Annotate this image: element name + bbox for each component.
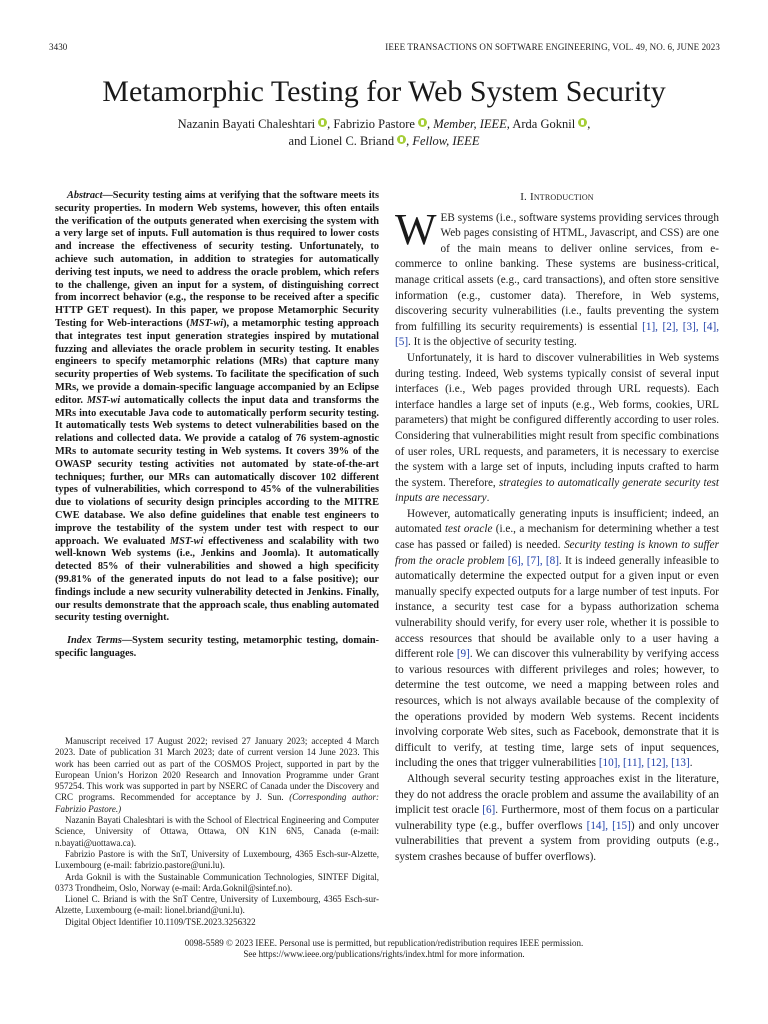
- author-comma: ,: [406, 134, 410, 148]
- footnote-affiliation: Lionel C. Briand is with the SnT Centre, University of Luxembourg, 4365 Esch-sur-Alzette, Luxembourg (e-mail: lionel.briand@uni.lu).: [55, 894, 379, 916]
- author-comma: ,: [426, 117, 431, 131]
- citation-link[interactable]: [6]: [482, 804, 496, 817]
- intro-paragraph: Although several security testing approaches exist in the literature, they do not address the oracle problem and assume the availability of an implicit test oracle [6]. Furthermore, most of them focus on a particular vulnerability type (e.g., buffer overflows [14], [15]) and only uncover vulnerabilities that prevent a system from providing outputs (e.g., system crashes because of buffer overflows).: [395, 772, 719, 863]
- intro-paragraph: Unfortunately, it is hard to discover vulnerabilities in Web systems during testing. Indeed, Web systems typically consist of several input interfaces (i.e., Web pages provided through URL requests). Each interface handles a large set of inputs (e.g., Web forms, cookies, URL parameters) that might be configured differently according to user roles. Considering that vulnerabilities might result from specific combinations of user roles, URL requests, and parameters, it is necessary to exercise the system with a large set of inputs, including inputs crafted to harm the system. Therefore, strategies to automatically generate security test inputs are necessary.: [395, 351, 719, 505]
- index-terms-label: Index Terms: [67, 635, 122, 647]
- abstract-text: Security testing aims at verifying that the software meets its security properties. In modern Web systems, however, this often entails the verification of the outputs generated when exercising the system with a very large set of inputs. Full automation is thus required to lower costs and increase the effectiveness of security testing. Unfortunately, to achieve such automation, in addition to strategies for automatically deriving test inputs, we need to address the oracle problem, which refers to the challenge, given an input for a system, of distinguishing correct from incorrect behavior (e.g., the response to be received after a specific HTTP GET request). In this paper, we propose Metamorphic Security Testing for Web-interactions (: [55, 190, 379, 329]
- author-list: [0, 116, 768, 150]
- abstract: [55, 190, 379, 625]
- section-heading: I. Introduction: [520, 191, 594, 203]
- author-membership: Fellow, IEEE: [412, 134, 480, 148]
- index-terms: [55, 635, 379, 661]
- abstract-text: ), a metamorphic testing approach that integrates test input generation strategies inspired by mutational fuzzing and alleviates the oracle problem in security testing. It enables engineers to specify metamorphic relations (MRs) that capture many security properties of Web systems. To facilitate the specification of such MRs, we provide a domain-specific language accompanied by an Eclipse editor.: [55, 317, 380, 406]
- copyright-notice: [0, 938, 768, 960]
- orcid-icon[interactable]: [418, 118, 427, 127]
- abstract-text: effectiveness and scalability with two well-known Web systems (i.e., Jenkins and Joomla). It automatically detected 85% of their vulnerabilities and showed a high specificity (99.81% of the generated inputs do not lead to a false positive); our findings include a new security vulnerability detected in Jenkins. Finally, our results demonstrate that the approach scale, thus enabling automated security testing overnight.: [55, 535, 379, 624]
- author-line-2: [0, 133, 768, 150]
- tool-name: MST-wi: [86, 394, 121, 406]
- page-number: 3430: [49, 42, 68, 52]
- abstract-text: automatically collects the input data and transforms the MRs into executable Java code to automatically perform security testing. It automatically tests Web systems to detect vulnerabilities based on the relations and collected data. We provide a catalog of 76 system-agnostic MRs to automate security testing in Web systems. It covers 39% of the OWASP security testing activities not automated by state-of-the-art techniques; further, our MRs can automatically discover 102 different types of vulnerabilities, which correspond to 45% of the vulnerabilities due to violations of security design principles according to the MITRE CWE database. We also define guidelines that enable test engineers to improve the testability of the system under test with respect to our approach. We evaluated: [55, 394, 379, 547]
- footnotes: [55, 736, 379, 928]
- drop-cap: W: [395, 204, 437, 254]
- journal-header: IEEE TRANSACTIONS ON SOFTWARE ENGINEERING, VOL. 49, NO. 6, JUNE 2023: [385, 42, 720, 52]
- left-column: [55, 190, 379, 661]
- abstract-label: Abstract: [67, 190, 103, 201]
- index-terms-text: System security testing, metamorphic testing, domain-specific languages.: [55, 635, 379, 659]
- orcid-icon[interactable]: [318, 118, 327, 127]
- author-comma: ,: [587, 117, 591, 131]
- intro-paragraph: However, automatically generating inputs is insufficient; indeed, an automated test oracle (i.e., a mechanism for determining whether a test case has passed or failed) is needed. Security testing is known to suffer from the oracle problem [6], [7], [8]. It is indeed generally infeasible to automatically determine the expected output for a given input or even manually specify expected outputs for a large number of test inputs. For instance, a security test case for a bypass authorization schema vulnerability should verify, for every user role, whether it is possible to access resources that should be available only to a user having a different role [9]. We can discover this vulnerability by verifying access to various resources with different privileges and roles; however, to determine the test outcome, we need a mapping between roles and resources, which is not always available because of the complexity of the operations provided by modern Web systems. Recent incidents involving corporate Web sites, such as Facebook, demonstrate that it is difficult to verify, at testing time, large sets of input sequences, including the ones that trigger vulnerabilities [10], [11], [12], [13].: [395, 507, 720, 770]
- author-name: , Arda Goknil: [506, 117, 576, 131]
- footnote-affiliation: Fabrizio Pastore is with the SnT, University of Luxembourg, 4365 Esch-sur-Alzette, Luxembourg (e-mail: fabrizio.pastore@uni.lu).: [55, 848, 379, 871]
- footnote-affiliation: Arda Goknil is with the Sustainable Communication Technologies, SINTEF Digital, 0373 Trondheim, Oslo, Norway (e-mail: Arda.Goknil@sintef.no).: [55, 871, 379, 893]
- tool-name: MST-wi: [189, 317, 224, 329]
- right-column: [395, 190, 719, 866]
- tool-name: MST-wi: [170, 535, 204, 547]
- abstract-dash: —: [102, 190, 113, 201]
- author-line-1: [0, 116, 768, 133]
- intro-paragraph: WEB systems (i.e., software systems providing services through Web pages consisting of HTML, Javascript, and CSS) are one of the main means to deliver online services, from e-commerce to online banking. These systems are business-critical, manage critical assets (e.g., card transactions), and often store sensitive information (e.g., customer data). Therefore, in Web systems, discovering security vulnerabilities (i.e., faults preventing the system from fulfilling its security requirements) is essential [1], [2], [3], [4], [5]. It is the objective of security testing.: [395, 204, 719, 349]
- footnote-affiliation: Nazanin Bayati Chaleshtari is with the School of Electrical Engineering and Computer Science, University of Ottawa, Ottawa, ON K1N 6N5, Canada (e-mail: n.bayati@uottawa.ca).: [55, 815, 379, 848]
- orcid-icon[interactable]: [578, 118, 587, 127]
- citation-link[interactable]: [1], [2], [3], [4], [5]: [395, 320, 719, 349]
- footnote-manuscript: Manuscript received 17 August 2022; revised 27 January 2023; accepted 4 March 2023. Date of publication 31 March 2023; date of current version 14 June 2023. This work has been carried out as part of the COSMOS Project, supported in part by the European Union’s Horizon 2020 Research and Innovation Programme under Grant 957254. This work was supported in part by NSERC of Canada under the Discovery and CRC programs. Recommended for acceptance by J. Sun. (Corresponding author: Fabrizio Pastore.): [55, 736, 379, 814]
- index-terms-dash: —: [121, 635, 133, 647]
- paper-title: Metamorphic Testing for Web System Security: [102, 75, 666, 108]
- citation-link[interactable]: [6], [7], [8]: [504, 554, 559, 567]
- rights-link[interactable]: See https://www.ieee.org/publications/rights/index.html for more information.: [243, 949, 525, 959]
- orcid-icon[interactable]: [397, 135, 406, 144]
- citation-link[interactable]: [9]: [456, 648, 470, 661]
- copyright-line: 0098-5589 © 2023 IEEE. Personal use is permitted, but republication/redistribution requires IEEE permission.: [184, 938, 584, 948]
- author-name: and Lionel C. Briand: [288, 134, 395, 148]
- citation-link[interactable]: [14], [15]: [586, 819, 631, 832]
- citation-link[interactable]: [10], [11], [12], [13]: [598, 757, 690, 770]
- footnote-doi: Digital Object Identifier 10.1109/TSE.2023.3256322: [65, 916, 256, 927]
- author-membership: Member, IEEE: [433, 117, 507, 131]
- author-name: , Fabrizio Pastore: [327, 117, 415, 131]
- author-name: Nazanin Bayati Chaleshtari: [177, 117, 316, 131]
